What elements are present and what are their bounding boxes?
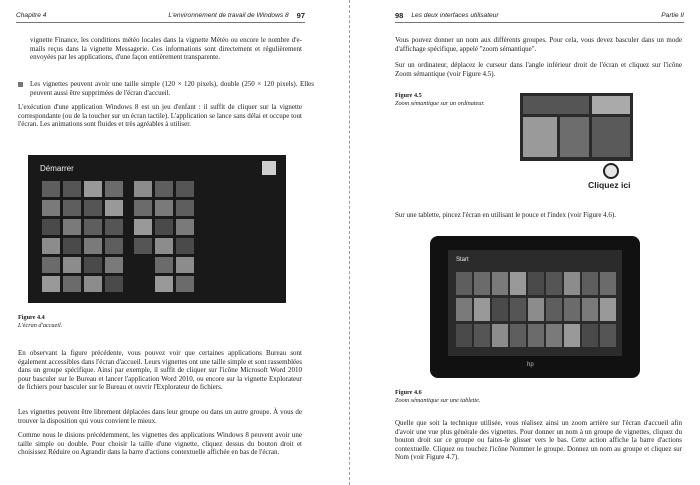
tile: [155, 257, 173, 273]
tile: [155, 181, 173, 197]
callout-label: Cliquez ici: [588, 180, 631, 190]
tile: [105, 219, 123, 235]
tile: [42, 257, 60, 273]
part-label: Partie II: [661, 11, 684, 19]
tile: [564, 324, 580, 347]
start-screen-screenshot: [28, 155, 286, 303]
tile: [176, 257, 194, 273]
tile: [474, 272, 490, 295]
tile: [63, 276, 81, 292]
page-gutter: [349, 0, 350, 485]
figure-caption: Zoom sémantique sur un ordinateur.: [395, 99, 485, 107]
right-header-left: [395, 11, 499, 20]
page-number: 98: [395, 10, 404, 20]
figure-label: [395, 92, 505, 107]
tile: [105, 257, 123, 273]
tile: [84, 257, 102, 273]
semantic-zoom-icon[interactable]: [603, 163, 619, 179]
tile: [134, 200, 152, 216]
tile: [155, 276, 173, 292]
tile: [134, 219, 152, 235]
chapter-label: Chapitre 4: [16, 11, 47, 19]
tile: [546, 298, 562, 321]
tile: [84, 238, 102, 254]
tile: [492, 298, 508, 321]
tile: [84, 276, 102, 292]
paragraph: Quelle que soit la technique utilisée, vous réalisez ainsi un zoom arrière sur l'écran d'accueil afin d'avoir une vue plus générale des vignettes. Pour donner un nom à un groupe de vignettes, cliquez du bouton droit sur ce groupe ou faites-le glisser vers le bas. Cette action affiche la barre d'actions contextuelle. Cliquez ou touchez l'icône Nommer le groupe. Donnez un nom au groupe et cliquez sur Nom (voir Figure 4.7).: [395, 419, 682, 462]
user-avatar: [262, 161, 276, 175]
tile: [546, 272, 562, 295]
tile: [42, 276, 60, 292]
tile: [42, 219, 60, 235]
part-title: Les deux interfaces utilisateur: [411, 11, 499, 19]
bullet-text: Les vignettes peuvent avoir une taille simple (120 × 120 pixels), double (250 × 120 pixels). Elles peuvent aussi être supprimées de l'écran d'accueil.: [30, 80, 314, 97]
tile: [510, 272, 526, 295]
figure-caption: Zoom sémantique sur une tablette.: [395, 396, 481, 404]
tile: [155, 238, 173, 254]
left-page: [0, 0, 349, 485]
left-header: [16, 8, 305, 23]
tile: [176, 219, 194, 235]
tablet-logo: hp: [527, 362, 534, 368]
paragraph: Les vignettes peuvent être librement déplacées dans leur groupe ou dans un autre groupe. À vous de trouver la disposition qui vous convient le mieux.: [18, 408, 302, 425]
tile: [528, 272, 544, 295]
tile: [600, 324, 616, 347]
tile: [84, 181, 102, 197]
tile: [456, 298, 472, 321]
zoom-screenshot: [520, 93, 633, 161]
tile: [582, 272, 598, 295]
tile: [564, 298, 580, 321]
tile: [84, 200, 102, 216]
tile: [105, 276, 123, 292]
figure-label: [395, 389, 595, 404]
left-header-right: [168, 11, 305, 20]
tablet-photo: [430, 236, 640, 378]
tile: [492, 324, 508, 347]
tile: [42, 181, 60, 197]
figure-number: Figure 4.6: [395, 389, 422, 396]
bullet-item: [18, 80, 314, 97]
tile: [176, 200, 194, 216]
tile: [474, 324, 490, 347]
tile: [600, 298, 616, 321]
tile: [510, 324, 526, 347]
tile: [582, 298, 598, 321]
tile: [134, 238, 152, 254]
tile: [456, 324, 472, 347]
tile: [105, 200, 123, 216]
tile: [155, 200, 173, 216]
tile: [42, 200, 60, 216]
paragraph: L'exécution d'une application Windows 8 est un jeu d'enfant : il suffit de cliquer sur la vignette correspondante (ou de la toucher sur un écran tactile). L'application se lance sans délai et occupe tout l'écran. Les animations sont fluides et très agréables à utiliser.: [18, 103, 302, 129]
tile: [528, 298, 544, 321]
tile: [105, 238, 123, 254]
paragraph: Vous pouvez donner un nom aux différents groupes. Pour cela, vous devez basculer dans un mode d'affichage spécifique, appelé "zoom sémantique".: [395, 36, 682, 53]
tile: [582, 324, 598, 347]
figure-label: [18, 314, 218, 329]
tile: [176, 181, 194, 197]
tile: [474, 298, 490, 321]
page-number: 97: [296, 10, 305, 20]
tablet-screen: [448, 250, 622, 356]
tile: [63, 238, 81, 254]
tablet-start-title: Start: [456, 257, 469, 263]
tile: [176, 276, 194, 292]
tile: [600, 272, 616, 295]
bullet-icon: [18, 82, 23, 87]
paragraph: En observant la figure précédente, vous pouvez voir que certaines applications Bureau sont également accessibles dans l'écran d'accueil. Leurs vignettes ont une taille simple et sont rassemblées dans un groupe spécifique. Ainsi par exemple, il suffit de cliquer sur l'icône Microsoft Word 2010 pour basculer sur le Bureau et lancer l'application Word 2010, ou encore sur la vignette Explorateur de fichiers pour basculer sur le Bureau et ouvrir l'Explorateur de fichiers.: [18, 349, 302, 392]
tile: [63, 181, 81, 197]
tile: [84, 219, 102, 235]
figure-number: Figure 4.4: [18, 314, 45, 321]
tile: [42, 238, 60, 254]
tile: [63, 200, 81, 216]
tile: [176, 238, 194, 254]
start-screen-title: Démarrer: [40, 164, 74, 173]
figure-number: Figure 4.5: [395, 92, 422, 99]
right-header: [395, 8, 684, 23]
figure-caption: L'écran d'accueil.: [18, 321, 63, 329]
chapter-title: L'environnement de travail de Windows 8: [168, 11, 289, 19]
tile: [63, 257, 81, 273]
paragraph: Sur un ordinateur, déplacez le curseur dans l'angle inférieur droit de l'écran et cliquez sur l'icône Zoom sémantique (voir Figure 4.5).: [395, 61, 682, 78]
tile: [134, 181, 152, 197]
tile: [63, 219, 81, 235]
paragraph: vignette Finance, les conditions météo locales dans la vignette Météo ou encore le nombre d'e-mails reçus dans la vignette Messagerie. Ces informations sont directement et régulièrement envoyées par les applications, d'une façon entièrement transparente.: [30, 36, 302, 62]
tile: [546, 324, 562, 347]
tile: [492, 272, 508, 295]
paragraph: Comme nous le disions précédemment, les vignettes des applications Windows 8 peuvent avoir une taille simple ou double. Pour choisir la taille d'une vignette, cliquez dessus du bouton droit et choisissez Réduire ou Agrandir dans la barre d'actions contextuelle affichée en bas de l'écran.: [18, 431, 302, 457]
tile: [105, 181, 123, 197]
tile: [564, 272, 580, 295]
tile: [155, 219, 173, 235]
tile: [456, 272, 472, 295]
tile: [528, 324, 544, 347]
tile: [510, 298, 526, 321]
paragraph: Sur une tablette, pincez l'écran en utilisant le pouce et l'index (voir Figure 4.6).: [395, 211, 617, 219]
